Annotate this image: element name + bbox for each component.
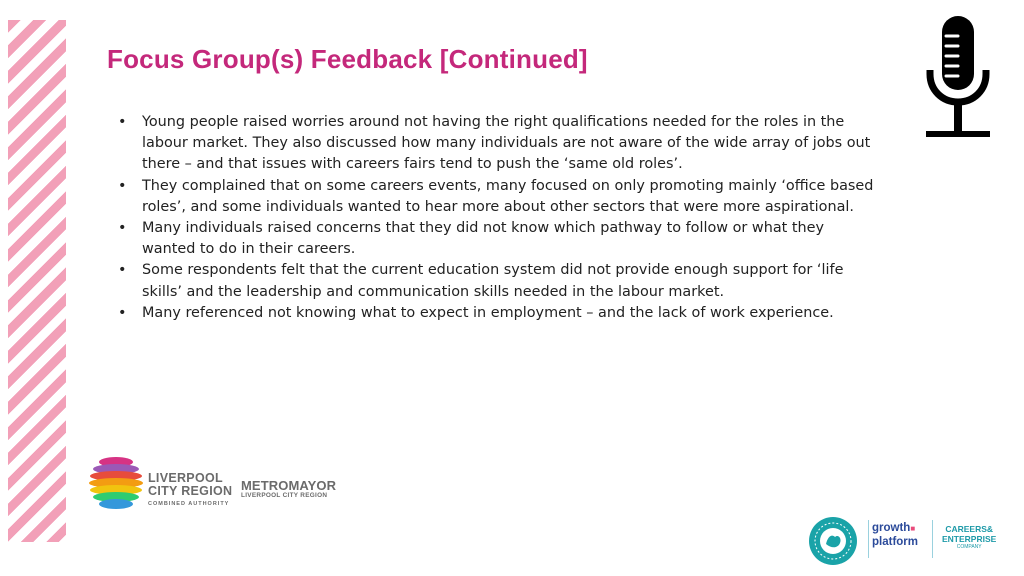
bullet-dot: • (118, 177, 127, 194)
bullet-line: Many referenced not knowing what to expect in employment – and the lack of work experience. (142, 304, 834, 321)
bullet-line: wanted to do in their careers. (142, 241, 356, 258)
bullet-line: there – and that issues with careers fairs tend to push the ‘same old roles’. (142, 156, 683, 173)
cec-line1: CAREERS& (945, 524, 994, 534)
bullet-line: roles’, and some individuals wanted to hear more about other sectors that were more aspirational. (142, 198, 854, 215)
bullet-line: skills’ and the leadership and communication skills needed in the labour market. (142, 283, 725, 300)
careers-enterprise-logo (942, 525, 996, 551)
bullet-dot: • (118, 304, 127, 321)
metro-line1: METROMAYOR (241, 478, 337, 493)
logo-divider (868, 520, 869, 558)
bullet-line: Many individuals raised concerns that they did not know which pathway to follow or what they (142, 220, 824, 237)
growth-line1: growth (872, 522, 911, 534)
cec-line3: COMPANY (956, 544, 982, 550)
bullet-line: Some respondents felt that the current education system did not provide enough support for ‘life (142, 262, 844, 279)
bullet-line: They complained that on some careers events, many focused on only promoting mainly ‘office based (142, 177, 874, 194)
metro-line2: LIVERPOOL CITY REGION (241, 492, 328, 499)
lcr-logo-text (148, 472, 232, 508)
bullet-dot: • (118, 220, 127, 237)
decorative-stripe-bar (8, 20, 66, 542)
lcr-line1: LIVERPOOL (148, 471, 223, 485)
lcr-line3: COMBINED AUTHORITY (148, 501, 230, 507)
growth-platform-logo: growth■ platform (872, 522, 918, 548)
logo-divider (932, 520, 933, 558)
bullet-dot: • (118, 262, 127, 279)
microphone-icon (918, 14, 998, 140)
feedback-bullet-list (118, 112, 888, 324)
bullet-item (118, 260, 888, 302)
bullet-line: labour market. They also discussed how many individuals are not aware of the wide array of jobs out (142, 135, 871, 152)
bullet-line: Young people raised worries around not having the right qualifications needed for the roles in the (142, 114, 845, 130)
bullet-item (118, 112, 888, 176)
slide-title: Focus Group(s) Feedback [Continued] (107, 44, 588, 74)
bullet-item (118, 218, 888, 260)
growth-line2: platform (872, 535, 918, 548)
cec-line2: ENTERPRISE (942, 533, 997, 544)
metro-mayor-logo (241, 479, 336, 500)
bullet-dot: • (118, 114, 127, 130)
lcr-line2: CITY REGION (148, 484, 233, 498)
seal-badge-icon (808, 516, 858, 566)
bullet-item (118, 176, 888, 218)
bullet-item (118, 303, 888, 324)
